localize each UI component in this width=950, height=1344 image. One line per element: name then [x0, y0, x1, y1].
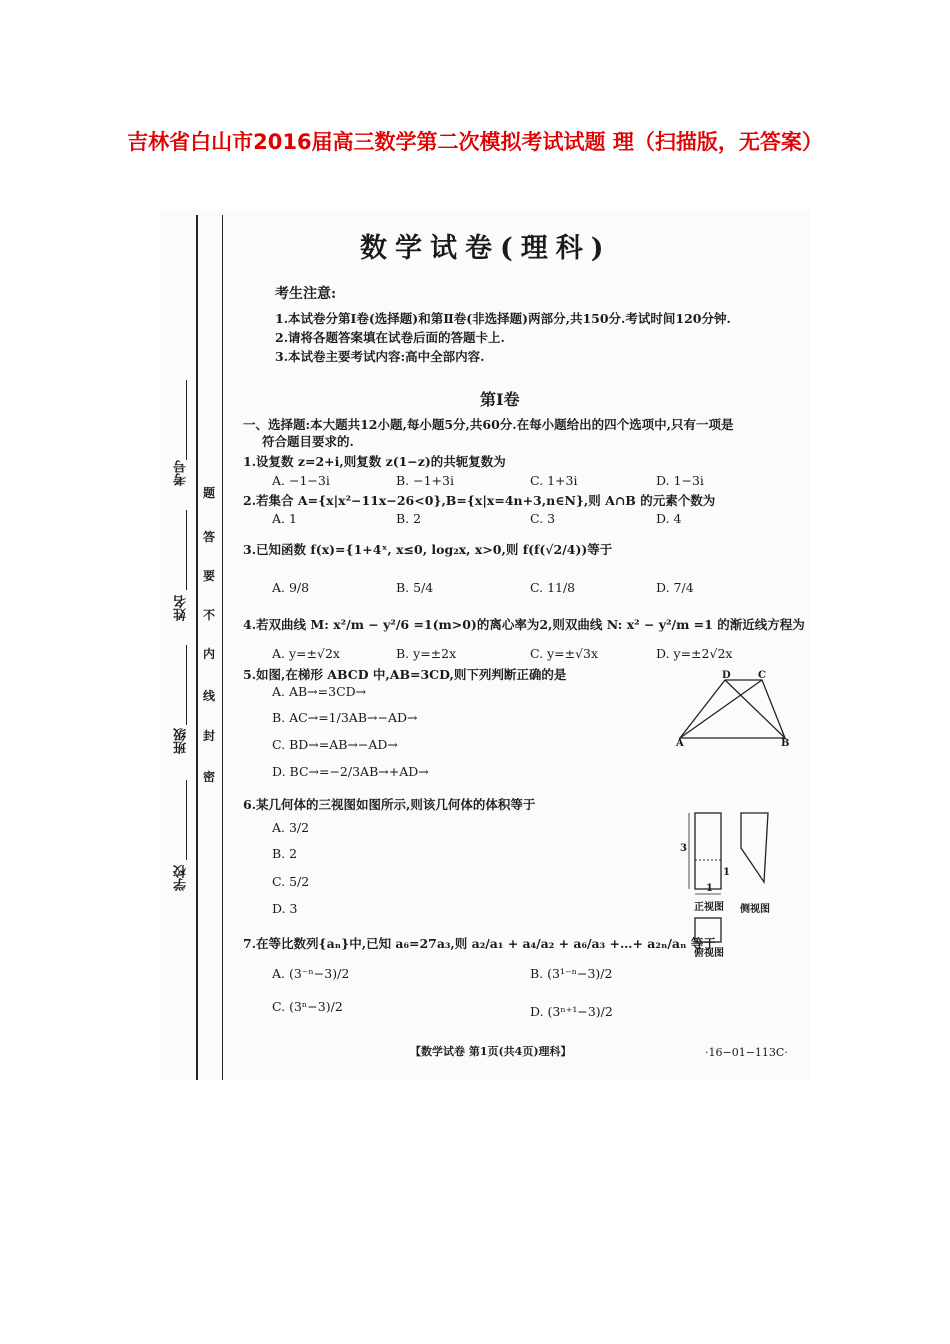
- seal-char: 题: [203, 486, 216, 500]
- q3-option-a: A. 9/8: [272, 580, 310, 595]
- front-view-label: 正视图: [694, 902, 724, 913]
- notice-item: 1.本试卷分第Ⅰ卷(选择题)和第Ⅱ卷(非选择题)两部分,共150分.考试时间120分钟.: [275, 311, 731, 326]
- seal-char: 内: [203, 647, 216, 661]
- seal-char: 密: [203, 770, 216, 784]
- page-title: 吉林省白山市2016届高三数学第二次模拟考试试题 理（扫描版，无答案）: [127, 130, 823, 154]
- part-header-cont: 符合题目要求的.: [262, 434, 354, 449]
- question-4: 4.若双曲线 M: x²/m − y²/6 =1(m>0)的离心率为2,则双曲线 N: x² − y²/m =1 的渐近线方程为: [243, 617, 805, 632]
- top-view-label: 俯视图: [694, 948, 724, 959]
- q7-option-c: C. (3ⁿ−3)/2: [272, 999, 343, 1014]
- sheet-code: ·16−01−113C·: [705, 1046, 788, 1059]
- q3-option-d: D. 7/4: [656, 580, 694, 595]
- q1-option-a: A. −1−3i: [272, 473, 330, 488]
- q6-option-a: A. 3/2: [272, 820, 310, 835]
- exam-title: 数学试卷(理科): [360, 233, 612, 264]
- q2-option-b: B. 2: [396, 511, 422, 526]
- q4-option-a: A. y=±√2x: [272, 646, 340, 661]
- q1-option-b: B. −1+3i: [396, 473, 454, 488]
- dim-3: 3: [680, 843, 687, 854]
- dim-1a: 1: [723, 867, 730, 878]
- seal-char: 封: [203, 729, 216, 743]
- q5-option-c: C. BD→=AB→−AD→: [272, 737, 398, 752]
- question-2: 2.若集合 A={x|x²−11x−26<0},B={x|x=4n+3,n∈N},则 A∩B 的元素个数为: [243, 493, 716, 508]
- label-name: 姓名: [174, 595, 189, 621]
- question-7: 7.在等比数列{aₙ}中,已知 a₆=27a₃,则 a₂/a₁ + a₄/a₂ + a₆/a₃ +…+ a₂ₙ/aₙ 等于: [243, 936, 716, 951]
- section-title: 第Ⅰ卷: [480, 390, 520, 409]
- q3-option-b: B. 5/4: [396, 580, 434, 595]
- q2-option-a: A. 1: [272, 511, 297, 526]
- notice-item: 3.本试卷主要考试内容:高中全部内容.: [275, 349, 485, 364]
- notice-item: 2.请将各题答案填在试卷后面的答题卡上.: [275, 330, 505, 345]
- binding-line-2: [222, 215, 223, 1080]
- label-exam-number: 考号: [174, 460, 189, 486]
- q5-option-d: D. BC→=−2/3AB→+AD→: [272, 764, 429, 779]
- question-5: 5.如图,在梯形 ABCD 中,AB=3CD,则下列判断正确的是: [243, 667, 567, 682]
- trap-label-a: A: [676, 738, 684, 749]
- q7-option-b: B. (3¹⁻ⁿ−3)/2: [530, 966, 613, 981]
- q1-option-c: C. 1+3i: [530, 473, 578, 488]
- q1-option-d: D. 1−3i: [656, 473, 704, 488]
- part-header: 一、选择题:本大题共12小题,每小题5分,共60分.在每小题给出的四个选项中,只有一项是: [243, 417, 734, 432]
- trap-label-b: B: [781, 738, 790, 749]
- trap-label-d: D: [722, 670, 731, 681]
- q3-option-c: C. 11/8: [530, 580, 576, 595]
- seal-char: 要: [203, 569, 216, 583]
- q2-option-c: C. 3: [530, 511, 556, 526]
- q7-option-d: D. (3ⁿ⁺¹−3)/2: [530, 1004, 613, 1019]
- dim-1b: 1: [706, 883, 713, 894]
- q6-option-b: B. 2: [272, 846, 298, 861]
- notice-title: 考生注意:: [275, 286, 337, 302]
- q5-option-a: A. AB→=3CD→: [272, 684, 367, 699]
- q5-option-b: B. AC→=1/3AB→−AD→: [272, 710, 418, 725]
- exam-number-underline: [186, 380, 187, 460]
- trap-label-c: C: [758, 670, 766, 681]
- seal-char: 线: [203, 689, 216, 703]
- seal-char: 答: [203, 530, 216, 544]
- q6-option-d: D. 3: [272, 901, 298, 916]
- sheet-footer: 【数学试卷 第1页(共4页)理科】: [410, 1045, 572, 1058]
- label-school: 学校: [174, 865, 189, 891]
- side-view-label: 侧视图: [740, 904, 770, 915]
- three-view-figure: [686, 808, 786, 948]
- q4-option-d: D. y=±2√2x: [656, 646, 733, 661]
- q7-option-a: A. (3⁻ⁿ−3)/2: [272, 966, 350, 981]
- name-underline: [186, 510, 187, 590]
- seal-char: 不: [203, 608, 216, 622]
- question-6: 6.某几何体的三视图如图所示,则该几何体的体积等于: [243, 797, 536, 812]
- binding-line: [196, 215, 198, 1080]
- label-class: 班级: [174, 728, 189, 754]
- question-3: 3.已知函数 f(x)={1+4ˣ, x≤0, log₂x, x>0,则 f(f(√2/4))等于: [243, 542, 613, 557]
- school-underline: [186, 780, 187, 860]
- q6-option-c: C. 5/2: [272, 874, 310, 889]
- q4-option-c: C. y=±√3x: [530, 646, 599, 661]
- class-underline: [186, 645, 187, 725]
- question-1: 1.设复数 z=2+i,则复数 z(1−z)的共轭复数为: [243, 454, 506, 469]
- q2-option-d: D. 4: [656, 511, 682, 526]
- q4-option-b: B. y=±2x: [396, 646, 457, 661]
